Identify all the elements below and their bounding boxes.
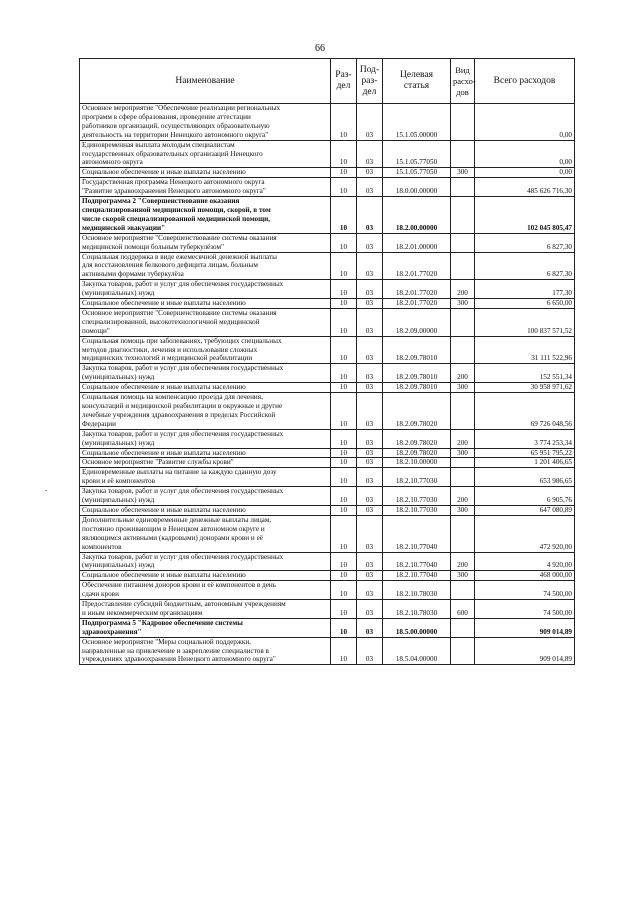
cell-name-line: Закупка товаров, работ и услуг для обеспечения государственных xyxy=(82,429,284,438)
cell-podrazdel: 03 xyxy=(357,468,383,487)
cell-name xyxy=(80,178,331,197)
cell-razdel: 10 xyxy=(331,336,357,364)
cell-expense-type: 300 xyxy=(451,383,475,393)
cell-total: 102 045 805,47 xyxy=(475,197,575,234)
cell-name-line: Единовременные выплаты на питание за каждую сданную дозу xyxy=(82,468,277,477)
cell-expense-type xyxy=(451,515,475,552)
cell-name xyxy=(80,336,331,364)
page-number: 66 xyxy=(315,43,325,54)
cell-total: 647 080,89 xyxy=(475,505,575,515)
cell-article: 18.2.00.00000 xyxy=(383,197,451,234)
table-row xyxy=(80,515,575,552)
cell-name-line: Единовременная выплата молодым специалистам xyxy=(82,140,235,149)
table-row xyxy=(80,308,575,336)
cell-name-line: Социальное обеспечение и иные выплаты населению xyxy=(82,571,246,580)
cell-razdel: 10 xyxy=(331,618,357,637)
cell-podrazdel: 03 xyxy=(357,515,383,552)
cell-name-line: Закупка товаров, работ и услуг для обеспечения государственных xyxy=(82,280,284,289)
cell-razdel: 10 xyxy=(331,197,357,234)
header-article: Целевая статья xyxy=(383,59,451,104)
cell-name-line: и иным некоммерческим организациям xyxy=(82,608,203,617)
cell-name xyxy=(80,581,331,600)
cell-name-line: Социальное обеспечение и иные выплаты населению xyxy=(82,383,246,392)
cell-total: 6 827,30 xyxy=(475,233,575,252)
cell-article: 18.5.00.00000 xyxy=(383,618,451,637)
cell-article: 18.2.09.78020 xyxy=(383,448,451,458)
cell-razdel: 10 xyxy=(331,637,357,665)
cell-article: 18.2.09.78020 xyxy=(383,393,451,430)
cell-name-line: Федерации xyxy=(82,419,116,428)
cell-name-line: Основное мероприятие "Совершенствование системы оказания xyxy=(82,233,277,242)
cell-podrazdel: 03 xyxy=(357,429,383,448)
cell-name-line: (муниципальных) нужд xyxy=(82,373,155,382)
table-row xyxy=(80,448,575,458)
cell-name-line: (муниципальных) нужд xyxy=(82,496,155,505)
cell-podrazdel: 03 xyxy=(357,299,383,309)
cell-name-line: для восстановления белкового дефицита лицам, больным xyxy=(82,261,258,270)
cell-podrazdel: 03 xyxy=(357,618,383,637)
cell-total: 74 500,00 xyxy=(475,581,575,600)
cell-name xyxy=(80,252,331,280)
table-row xyxy=(80,468,575,487)
cell-razdel: 10 xyxy=(331,515,357,552)
cell-name-line: являющимся активными (кадровыми) донорами крови и её xyxy=(82,533,263,542)
cell-total: 69 726 048,56 xyxy=(475,393,575,430)
cell-name xyxy=(80,448,331,458)
cell-podrazdel: 03 xyxy=(357,104,383,141)
cell-podrazdel: 03 xyxy=(357,178,383,197)
cell-name-line: Закупка товаров, работ и услуг для обеспечения государственных xyxy=(82,552,284,561)
cell-podrazdel: 03 xyxy=(357,364,383,383)
cell-name-line: активными формами туберкулёза xyxy=(82,270,184,279)
cell-article: 18.2.10.77040 xyxy=(383,515,451,552)
table-row xyxy=(80,140,575,168)
cell-article: 18.2.01.77020 xyxy=(383,280,451,299)
cell-article: 18.2.01.00000 xyxy=(383,233,451,252)
table-row xyxy=(80,429,575,448)
cell-name-line: (муниципальных) нужд xyxy=(82,438,155,447)
cell-name-line: медицинской помощи больным туберкулёзом" xyxy=(82,242,224,251)
cell-razdel: 10 xyxy=(331,458,357,468)
cell-name-line: компонентов xyxy=(82,542,122,551)
cell-article: 18.5.04.00000 xyxy=(383,637,451,665)
cell-article: 18.2.10.77030 xyxy=(383,505,451,515)
cell-expense-type xyxy=(451,618,475,637)
cell-name xyxy=(80,308,331,336)
header-razdel: Раз- дел xyxy=(331,59,357,104)
cell-name-line: Подпрограмма 2 "Совершенствование оказания xyxy=(82,197,240,206)
cell-name-line: медицинских технологий и медицинской реабилитации xyxy=(82,354,253,363)
cell-name-line: здравоохранения" xyxy=(82,627,142,636)
cell-total: 485 626 716,30 xyxy=(475,178,575,197)
cell-expense-type: 200 xyxy=(451,487,475,506)
cell-article: 15.1.05.00000 xyxy=(383,104,451,141)
table-row xyxy=(80,505,575,515)
cell-name xyxy=(80,104,331,141)
cell-podrazdel: 03 xyxy=(357,600,383,619)
cell-article: 15.1.05.77050 xyxy=(383,140,451,168)
cell-razdel: 10 xyxy=(331,252,357,280)
cell-expense-type xyxy=(451,233,475,252)
table-row xyxy=(80,552,575,571)
cell-name xyxy=(80,618,331,637)
cell-total: 177,30 xyxy=(475,280,575,299)
cell-name-line: сдачи крови xyxy=(82,590,119,599)
cell-total: 152 551,34 xyxy=(475,364,575,383)
cell-total: 6 905,76 xyxy=(475,487,575,506)
cell-name-line: Закупка товаров, работ и услуг для обеспечения государственных xyxy=(82,364,284,373)
cell-expense-type xyxy=(451,458,475,468)
cell-name-line: (муниципальных) нужд xyxy=(82,289,155,298)
table-row xyxy=(80,197,575,234)
cell-razdel: 10 xyxy=(331,600,357,619)
cell-podrazdel: 03 xyxy=(357,336,383,364)
table-row xyxy=(80,581,575,600)
cell-name-line: медицинской эвакуации" xyxy=(82,223,166,232)
cell-name xyxy=(80,393,331,430)
cell-name xyxy=(80,571,331,581)
cell-article: 18.2.10.77040 xyxy=(383,571,451,581)
table-row xyxy=(80,252,575,280)
cell-name-line: Социальное обеспечение и иные выплаты населению xyxy=(82,299,246,308)
cell-expense-type xyxy=(451,581,475,600)
cell-name-line: Социальное обеспечение и иные выплаты населению xyxy=(82,168,246,177)
cell-name-line: крови и её компонентов xyxy=(82,477,156,486)
cell-total: 3 774 253,34 xyxy=(475,429,575,448)
cell-expense-type: 200 xyxy=(451,280,475,299)
cell-name-line: Основное мероприятие "Меры социальной поддержки, xyxy=(82,637,251,646)
cell-expense-type: 300 xyxy=(451,299,475,309)
cell-razdel: 10 xyxy=(331,383,357,393)
cell-name-line: программ в сфере образования, проведение аттестации xyxy=(82,112,251,121)
cell-article: 18.2.01.77020 xyxy=(383,252,451,280)
cell-podrazdel: 03 xyxy=(357,252,383,280)
cell-razdel: 10 xyxy=(331,299,357,309)
table-body xyxy=(80,104,575,665)
header-podrazdel: Под- раз- дел xyxy=(357,59,383,104)
cell-article: 18.2.10.77030 xyxy=(383,487,451,506)
cell-name-line: Основное мероприятие "Совершенствование системы оказания xyxy=(82,308,277,317)
cell-expense-type: 600 xyxy=(451,600,475,619)
cell-podrazdel: 03 xyxy=(357,487,383,506)
cell-article: 15.1.05.77050 xyxy=(383,168,451,178)
cell-name xyxy=(80,552,331,571)
cell-name-line: Обеспечение питанием доноров крови и её компонентов в день xyxy=(82,581,277,590)
header-total: Всего расходов xyxy=(475,59,575,104)
cell-name-line: (муниципальных) нужд xyxy=(82,561,155,570)
cell-podrazdel: 03 xyxy=(357,308,383,336)
cell-total: 1 201 406,65 xyxy=(475,458,575,468)
cell-name-line: Социальное обеспечение и иные выплаты населению xyxy=(82,448,246,457)
cell-name xyxy=(80,487,331,506)
header-name: Наименование xyxy=(80,59,331,104)
cell-article: 18.2.09.78010 xyxy=(383,383,451,393)
cell-razdel: 10 xyxy=(331,552,357,571)
cell-total: 31 111 522,96 xyxy=(475,336,575,364)
table-row xyxy=(80,487,575,506)
cell-expense-type: 300 xyxy=(451,168,475,178)
table-row xyxy=(80,299,575,309)
cell-article: 18.2.10.77030 xyxy=(383,468,451,487)
cell-article: 18.2.01.77020 xyxy=(383,299,451,309)
cell-razdel: 10 xyxy=(331,487,357,506)
cell-article: 18.2.10.00000 xyxy=(383,458,451,468)
cell-podrazdel: 03 xyxy=(357,393,383,430)
cell-podrazdel: 03 xyxy=(357,505,383,515)
cell-name xyxy=(80,429,331,448)
cell-total: 653 986,65 xyxy=(475,468,575,487)
cell-name-line: помощи" xyxy=(82,326,110,335)
cell-name-line: "Развитие здравоохранения Ненецкого автономного округа" xyxy=(82,187,266,196)
cell-name-line: Социальная помощь на компенсацию проезда для лечения, xyxy=(82,393,263,402)
cell-name xyxy=(80,197,331,234)
table-row xyxy=(80,280,575,299)
table-header-row xyxy=(80,59,575,104)
cell-name xyxy=(80,637,331,665)
cell-total: 4 920,00 xyxy=(475,552,575,571)
cell-name-line: консультаций и медицинской реабилитации в окружные и другие xyxy=(82,402,283,410)
table-row xyxy=(80,104,575,141)
cell-name xyxy=(80,505,331,515)
table-row xyxy=(80,571,575,581)
cell-razdel: 10 xyxy=(331,308,357,336)
cell-total: 0,00 xyxy=(475,104,575,141)
table-row xyxy=(80,364,575,383)
cell-podrazdel: 03 xyxy=(357,383,383,393)
cell-razdel: 10 xyxy=(331,393,357,430)
cell-expense-type: 200 xyxy=(451,429,475,448)
cell-name xyxy=(80,468,331,487)
cell-name-line: лечебные учреждения здравоохранения в пределах Российской xyxy=(82,410,276,419)
table-row xyxy=(80,393,575,430)
cell-name xyxy=(80,515,331,552)
cell-name xyxy=(80,299,331,309)
cell-expense-type: 300 xyxy=(451,448,475,458)
cell-total: 0,00 xyxy=(475,168,575,178)
cell-razdel: 10 xyxy=(331,168,357,178)
cell-expense-type xyxy=(451,104,475,141)
cell-podrazdel: 03 xyxy=(357,448,383,458)
cell-razdel: 10 xyxy=(331,233,357,252)
cell-podrazdel: 03 xyxy=(357,581,383,600)
cell-name-line: работников организаций, осуществляющих образовательную xyxy=(82,121,270,130)
table-row xyxy=(80,178,575,197)
table-row xyxy=(80,383,575,393)
cell-total: 472 920,00 xyxy=(475,515,575,552)
cell-article: 18.2.10.78030 xyxy=(383,581,451,600)
cell-name-line: Предоставление субсидий бюджетным, автономным учреждениям xyxy=(82,600,286,609)
cell-name xyxy=(80,280,331,299)
cell-total: 909 014,89 xyxy=(475,637,575,665)
cell-name-line: методов диагностики, лечения и использования сложных xyxy=(82,345,258,354)
cell-expense-type xyxy=(451,393,475,430)
cell-name-line: Государственная программа Ненецкого автономного округа xyxy=(82,178,265,187)
cell-expense-type xyxy=(451,178,475,197)
table-row xyxy=(80,336,575,364)
cell-name-line: учреждениях здравоохранения Ненецкого автономного округа" xyxy=(82,655,276,664)
cell-expense-type xyxy=(451,637,475,665)
cell-name xyxy=(80,364,331,383)
cell-name-line: Закупка товаров, работ и услуг для обеспечения государственных xyxy=(82,487,284,496)
cell-name xyxy=(80,233,331,252)
scan-mark xyxy=(45,490,47,491)
cell-expense-type xyxy=(451,468,475,487)
cell-podrazdel: 03 xyxy=(357,458,383,468)
cell-name-line: Социальная поддержка в виде ежемесячной денежной выплаты xyxy=(82,252,278,261)
cell-razdel: 10 xyxy=(331,364,357,383)
cell-razdel: 10 xyxy=(331,571,357,581)
cell-podrazdel: 03 xyxy=(357,168,383,178)
cell-razdel: 10 xyxy=(331,104,357,141)
cell-article: 18.2.10.78030 xyxy=(383,600,451,619)
cell-name xyxy=(80,140,331,168)
table-row xyxy=(80,618,575,637)
cell-name-line: Подпрограмма 5 "Кадровое обеспечение системы xyxy=(82,618,243,627)
cell-name-line: деятельность на территории Ненецкого автономного округа" xyxy=(82,130,269,139)
table-row xyxy=(80,637,575,665)
cell-razdel: 10 xyxy=(331,448,357,458)
cell-razdel: 10 xyxy=(331,468,357,487)
cell-name-line: направленные на привлечение и закрепление специалистов в xyxy=(82,646,269,655)
cell-podrazdel: 03 xyxy=(357,552,383,571)
cell-name-line: Основное мероприятие "Развитие службы крови" xyxy=(82,458,234,467)
cell-razdel: 10 xyxy=(331,140,357,168)
cell-podrazdel: 03 xyxy=(357,233,383,252)
table-row xyxy=(80,458,575,468)
cell-razdel: 10 xyxy=(331,429,357,448)
cell-name-line: автономного округа xyxy=(82,158,143,167)
cell-razdel: 10 xyxy=(331,581,357,600)
cell-expense-type: 300 xyxy=(451,505,475,515)
cell-article: 18.2.09.00000 xyxy=(383,308,451,336)
budget-table xyxy=(79,58,575,665)
cell-name xyxy=(80,600,331,619)
cell-name-line: государственных образовательных организаций Ненецкого xyxy=(82,149,263,158)
cell-name-line: постоянно проживающим в Ненецком автономном округе и xyxy=(82,524,265,533)
cell-expense-type: 300 xyxy=(451,571,475,581)
cell-article: 18.2.10.77040 xyxy=(383,552,451,571)
cell-total: 30 958 971,62 xyxy=(475,383,575,393)
table-row xyxy=(80,168,575,178)
cell-podrazdel: 03 xyxy=(357,571,383,581)
cell-total: 909 014,89 xyxy=(475,618,575,637)
cell-name-line: Основное мероприятие "Обеспечение реализации региональных xyxy=(82,104,281,112)
cell-name xyxy=(80,383,331,393)
cell-podrazdel: 03 xyxy=(357,280,383,299)
cell-razdel: 10 xyxy=(331,280,357,299)
cell-expense-type xyxy=(451,197,475,234)
cell-article: 18.2.09.78010 xyxy=(383,336,451,364)
cell-razdel: 10 xyxy=(331,178,357,197)
cell-total: 100 837 571,52 xyxy=(475,308,575,336)
table-row xyxy=(80,233,575,252)
cell-total: 468 000,00 xyxy=(475,571,575,581)
cell-name-line: специализированной медицинской помощи, скорой, в том xyxy=(82,205,271,214)
cell-total: 6 650,00 xyxy=(475,299,575,309)
cell-total: 65 951 795,22 xyxy=(475,448,575,458)
cell-expense-type: 200 xyxy=(451,552,475,571)
cell-name-line: специализированной, высокотехнологичной медицинской xyxy=(82,317,260,326)
cell-expense-type xyxy=(451,336,475,364)
cell-name xyxy=(80,458,331,468)
cell-expense-type: 200 xyxy=(451,364,475,383)
cell-podrazdel: 03 xyxy=(357,637,383,665)
cell-name-line: Социальное обеспечение и иные выплаты населению xyxy=(82,505,246,514)
cell-name-line: Дополнительные единовременные денежные выплаты лицам, xyxy=(82,515,272,524)
cell-total: 74 500,00 xyxy=(475,600,575,619)
cell-podrazdel: 03 xyxy=(357,197,383,234)
cell-razdel: 10 xyxy=(331,505,357,515)
cell-name-line: числе скорой специализированной медицинской помощи, xyxy=(82,214,271,223)
table-row xyxy=(80,600,575,619)
cell-podrazdel: 03 xyxy=(357,140,383,168)
cell-article: 18.2.09.78020 xyxy=(383,429,451,448)
cell-article: 18.2.09.78010 xyxy=(383,364,451,383)
cell-name-line: Социальная помощь при заболеваниях, требующих специальных xyxy=(82,336,282,345)
cell-expense-type xyxy=(451,252,475,280)
cell-expense-type xyxy=(451,140,475,168)
cell-name xyxy=(80,168,331,178)
cell-article: 18.0.00.00000 xyxy=(383,178,451,197)
cell-total: 0,00 xyxy=(475,140,575,168)
cell-total: 6 827,30 xyxy=(475,252,575,280)
cell-expense-type xyxy=(451,308,475,336)
header-expense-type: Вид расхо- дов xyxy=(451,59,475,104)
